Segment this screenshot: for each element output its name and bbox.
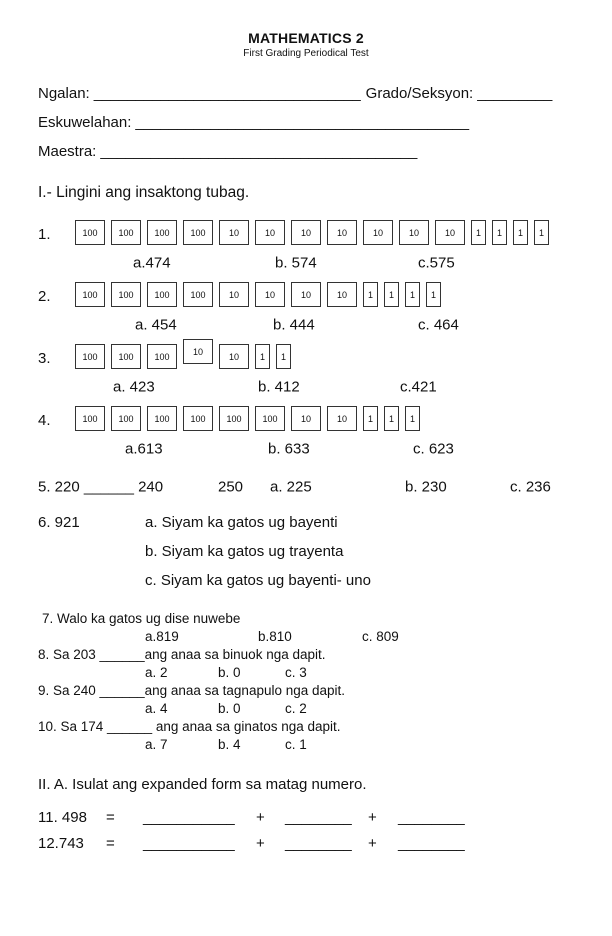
- base-ten-block-100: 100: [111, 282, 141, 307]
- question-7-option-c: c. 809: [362, 629, 399, 644]
- base-ten-block-10: 10: [255, 220, 285, 245]
- question-11-plus-1: +: [256, 809, 265, 826]
- base-ten-block-100: 100: [147, 282, 177, 307]
- base-ten-block-1: 1: [384, 406, 399, 431]
- teacher-blank: ______________________________________: [100, 143, 418, 160]
- question-2-option-c: c. 464: [418, 316, 459, 334]
- base-ten-block-10: 10: [219, 220, 249, 245]
- name-line: [38, 85, 574, 102]
- question-2-blocks-row: [38, 280, 574, 307]
- base-ten-block-100: 100: [111, 220, 141, 245]
- question-3-option-a: a. 423: [113, 378, 155, 396]
- section-2-heading: II. A. Isulat ang expanded form sa matag numero.: [38, 776, 367, 793]
- question-8-options: [38, 664, 574, 682]
- question-3-number: 3.: [38, 350, 51, 367]
- question-8-option-b: b. 0: [218, 665, 241, 680]
- base-ten-block-1: 1: [255, 344, 270, 369]
- doc-subtitle: First Grading Periodical Test: [243, 48, 369, 59]
- question-3-options: [38, 372, 574, 402]
- base-ten-block-10: 10: [363, 220, 393, 245]
- base-ten-block-100: 100: [219, 406, 249, 431]
- question-10-options: [38, 736, 574, 754]
- base-ten-block-100: 100: [75, 282, 105, 307]
- base-ten-block-1: 1: [405, 282, 420, 307]
- question-11-plus-2: +: [368, 809, 377, 826]
- question-4-base-ten-blocks: [75, 406, 426, 431]
- question-9-option-a: a. 4: [145, 701, 168, 716]
- base-ten-block-1: 1: [405, 406, 420, 431]
- question-1-option-a: a.474: [133, 254, 171, 272]
- question-2-options: [38, 310, 574, 340]
- base-ten-block-1: 1: [363, 406, 378, 431]
- question-2-number: 2.: [38, 288, 51, 305]
- base-ten-block-100: 100: [75, 220, 105, 245]
- question-6-number: 6. 921: [38, 514, 80, 531]
- question-4-option-b: b. 633: [268, 440, 310, 458]
- question-11-number: 11. 498: [38, 809, 87, 826]
- question-10-option-c: c. 1: [285, 737, 307, 752]
- question-12-plus-1: +: [256, 835, 265, 852]
- question-11-blank-3: ________: [398, 809, 465, 826]
- base-ten-block-1: 1: [471, 220, 486, 245]
- question-3-option-b: b. 412: [258, 378, 300, 396]
- base-ten-block-1: 1: [363, 282, 378, 307]
- grade-blank: _________: [477, 85, 553, 102]
- base-ten-block-100: 100: [147, 220, 177, 245]
- question-9-option-b: b. 0: [218, 701, 241, 716]
- question-5-option-b: b. 230: [405, 478, 447, 496]
- base-ten-block-100: 100: [255, 406, 285, 431]
- base-ten-block-10: 10: [219, 344, 249, 369]
- question-12-blank-3: ________: [398, 835, 465, 852]
- question-6-option-c: c. Siyam ka gatos ug bayenti- uno: [145, 572, 371, 589]
- base-ten-block-100: 100: [75, 406, 105, 431]
- question-4-blocks-row: [38, 404, 574, 431]
- question-11-equals: =: [106, 809, 115, 826]
- base-ten-block-1: 1: [534, 220, 549, 245]
- teacher-label: Maestra:: [38, 143, 97, 160]
- question-4-options: [38, 434, 574, 464]
- question-8-option-c: c. 3: [285, 665, 307, 680]
- base-ten-block-10: 10: [291, 282, 321, 307]
- doc-title: MATHEMATICS 2: [248, 30, 364, 46]
- question-7-option-b: b.810: [258, 629, 292, 644]
- school-label: Eskuwelahan:: [38, 114, 132, 131]
- base-ten-block-10: 10: [291, 406, 321, 431]
- question-11-blank-2: ________: [285, 809, 352, 826]
- name-blank: ________________________________: [93, 85, 361, 102]
- question-6-option-b-line: [38, 537, 574, 566]
- base-ten-block-10: 10: [327, 406, 357, 431]
- base-ten-block-10: 10: [327, 220, 357, 245]
- base-ten-block-10: 10: [183, 339, 213, 364]
- base-ten-block-1: 1: [492, 220, 507, 245]
- question-2-option-b: b. 444: [273, 316, 315, 334]
- school-line: [38, 114, 574, 131]
- question-1-option-c: c.575: [418, 254, 455, 272]
- question-3-option-c: c.421: [400, 378, 437, 396]
- question-11: [38, 809, 574, 835]
- question-5: [38, 472, 574, 502]
- base-ten-block-100: 100: [183, 220, 213, 245]
- question-12-plus-2: +: [368, 835, 377, 852]
- question-5-sequence-value: 250: [218, 478, 244, 496]
- questions-7-to-10: [38, 610, 574, 754]
- question-6-option-c-line: [38, 566, 574, 595]
- doc-header: [38, 30, 574, 59]
- question-9-text: 9. Sa 240 ______ang anaa sa tagnapulo nga dapit.: [38, 683, 346, 698]
- question-1-blocks-row: [38, 218, 574, 245]
- base-ten-block-1: 1: [384, 282, 399, 307]
- question-4-option-c: c. 623: [413, 440, 454, 458]
- question-3-base-ten-blocks: [75, 344, 297, 369]
- base-ten-block-100: 100: [111, 406, 141, 431]
- question-5-text: 5. 220 ______ 240: [38, 478, 164, 496]
- base-ten-block-10: 10: [291, 220, 321, 245]
- question-12-blank-2: ________: [285, 835, 352, 852]
- question-1-number: 1.: [38, 226, 51, 243]
- section-1-heading: I.- Lingini ang insaktong tubag.: [38, 184, 250, 201]
- question-2-option-a: a. 454: [135, 316, 177, 334]
- base-ten-block-1: 1: [426, 282, 441, 307]
- question-10-option-b: b. 4: [218, 737, 241, 752]
- question-8-option-a: a. 2: [145, 665, 168, 680]
- question-1-option-b: b. 574: [275, 254, 317, 272]
- base-ten-block-100: 100: [111, 344, 141, 369]
- base-ten-block-10: 10: [327, 282, 357, 307]
- question-10-text: 10. Sa 174 ______ ang anaa sa ginatos nga dapit.: [38, 719, 341, 734]
- base-ten-block-100: 100: [183, 282, 213, 307]
- question-2-base-ten-blocks: [75, 282, 447, 307]
- teacher-line: [38, 143, 574, 160]
- question-11-blank-1: ___________: [143, 809, 235, 826]
- question-5-option-a: a. 225: [270, 478, 312, 496]
- question-6-option-b: b. Siyam ka gatos ug trayenta: [145, 543, 344, 560]
- school-blank: ________________________________________: [135, 114, 470, 131]
- question-9-option-c: c. 2: [285, 701, 307, 716]
- base-ten-block-1: 1: [513, 220, 528, 245]
- question-7-option-a: a.819: [145, 629, 179, 644]
- question-12-number: 12.743: [38, 835, 84, 852]
- question-6-option-a: a. Siyam ka gatos ug bayenti: [145, 514, 338, 531]
- question-12-blank-1: ___________: [143, 835, 235, 852]
- base-ten-block-10: 10: [219, 282, 249, 307]
- question-8-text: 8. Sa 203 ______ang anaa sa binuok nga dapit.: [38, 647, 326, 662]
- question-7-text: 7. Walo ka gatos ug dise nuwebe: [42, 611, 241, 626]
- base-ten-block-1: 1: [276, 344, 291, 369]
- question-3-blocks-row: [38, 342, 574, 369]
- question-6: [38, 508, 574, 537]
- question-1-base-ten-blocks: [75, 220, 555, 245]
- question-12-equals: =: [106, 835, 115, 852]
- question-4-option-a: a.613: [125, 440, 163, 458]
- base-ten-block-100: 100: [75, 344, 105, 369]
- base-ten-block-100: 100: [183, 406, 213, 431]
- base-ten-block-100: 100: [147, 344, 177, 369]
- grade-label: Grado/Seksyon:: [365, 85, 474, 102]
- base-ten-block-10: 10: [255, 282, 285, 307]
- question-9-options: [38, 700, 574, 718]
- question-10-option-a: a. 7: [145, 737, 168, 752]
- question-12: [38, 835, 574, 861]
- base-ten-block-10: 10: [435, 220, 465, 245]
- question-5-option-c: c. 236: [510, 478, 551, 496]
- base-ten-block-10: 10: [399, 220, 429, 245]
- name-label: Ngalan:: [38, 85, 90, 102]
- base-ten-block-100: 100: [147, 406, 177, 431]
- question-1-options: [38, 248, 574, 278]
- question-7-options: [38, 628, 574, 646]
- question-4-number: 4.: [38, 412, 51, 429]
